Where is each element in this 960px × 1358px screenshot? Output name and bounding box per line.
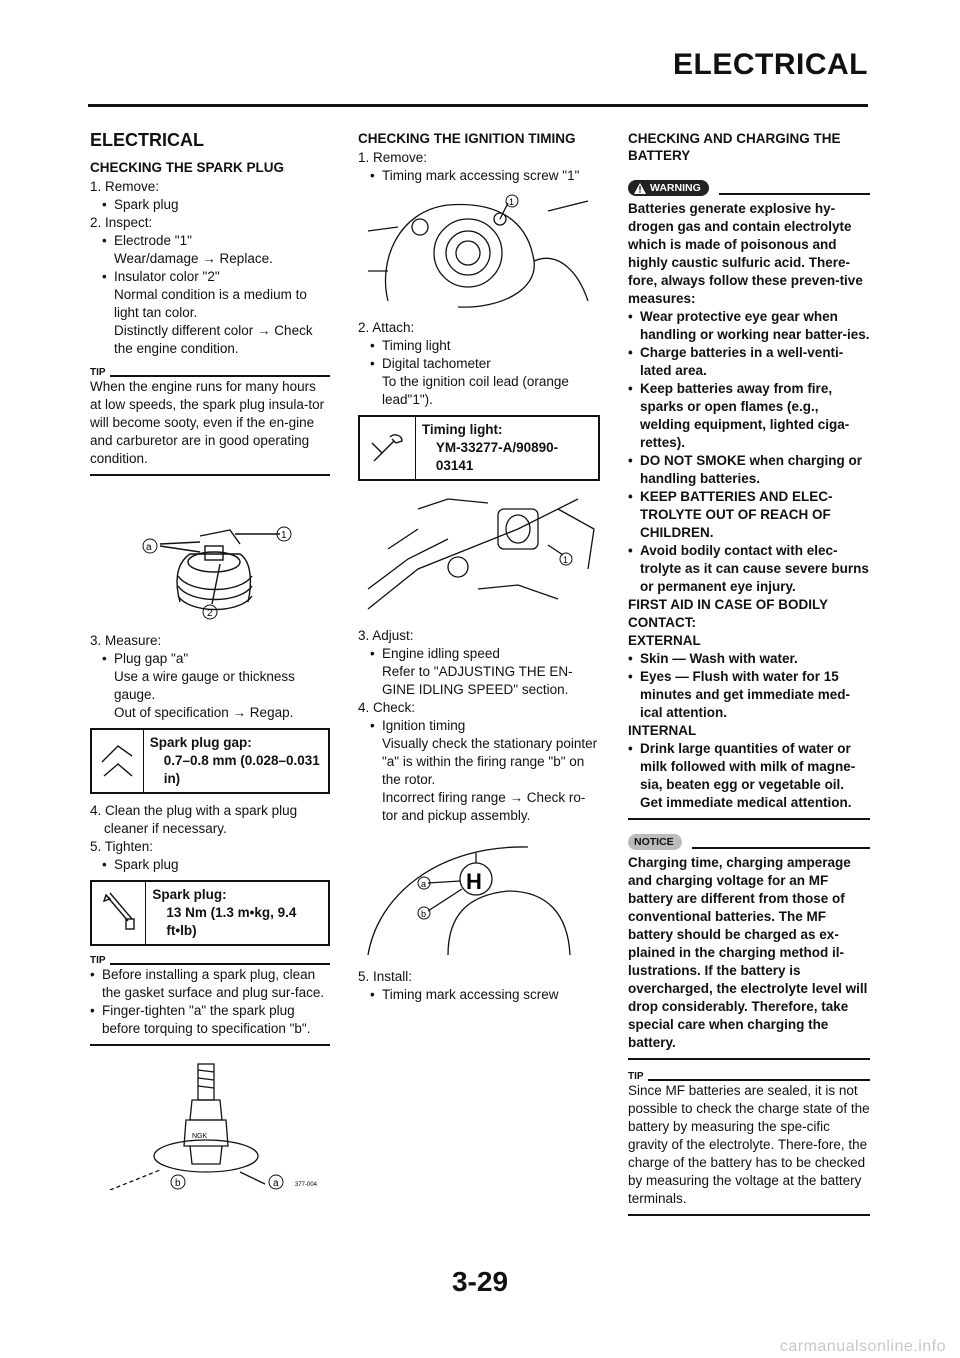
list-item: • Timing light [370,338,451,353]
list-item: • Drink large quantities of water or milk followed with milk of magne-sia, beaten egg or vegetable oil. Get immediate medical attention. [628,741,856,810]
list-item-detail: Normal condition is a medium to light tan color. [114,287,307,320]
list-item: • Electrode "1" [102,233,192,248]
subheading-spark-plug: CHECKING THE SPARK PLUG [90,160,285,175]
step-adjust: 3. Adjust: [358,628,414,643]
ignition-coil-figure [358,489,598,619]
svg-text:a: a [146,542,152,553]
internal-heading: INTERNAL [628,723,697,738]
svg-text:1: 1 [563,555,569,565]
timing-mark-figure [358,835,598,960]
tip-end-rule [90,1044,330,1046]
spark-plug-torque-figure [90,1060,330,1190]
list-item-detail: Refer to "ADJUSTING THE EN-GINE IDLING SPEED" section. [382,664,573,697]
svg-text:2: 2 [207,608,213,619]
svg-text:b: b [421,909,427,919]
first-aid-heading: FIRST AID IN CASE OF BODILY CONTACT: [628,597,828,630]
spec-box-plug-gap [90,728,330,794]
step-check: 4. Check: [358,700,416,715]
list-item: • Ignition timing [370,718,466,733]
wrench-tool-icon [360,417,416,479]
list-item: • Finger-tighten "a" the spark plug before torquing to specification "b". [90,1003,311,1036]
list-item-detail: Use a wire gauge or thickness gauge. [114,669,295,702]
spec-box-timing-light [358,415,600,481]
warning-header [628,180,870,196]
list-item: • Spark plug [102,197,179,212]
svg-text:377-004: 377-004 [295,1182,318,1188]
timing-cover-figure [358,191,598,311]
spec-value: YM-33277-A/90890-03141 [435,440,559,473]
column-spark-plug [90,130,330,1198]
list-item: • Plug gap "a" [102,651,189,666]
warning-triangle-icon [634,183,646,194]
list-item-detail: Wear/damage → Replace. [114,251,273,266]
list-item-detail: Out of specification → Regap. [114,705,294,720]
step-measure: 3. Measure: [90,633,162,648]
spec-value: 0.7–0.8 mm (0.028–0.031 in) [163,753,320,786]
svg-text:H: H [466,869,482,894]
external-heading: EXTERNAL [628,633,701,648]
list-item: • Charge batteries in a well-venti-lated area. [628,345,844,378]
tip-header: TIP [90,956,330,966]
footer-watermark: carmanualsonline.info [779,1338,946,1355]
tip-header: TIP [628,1072,870,1082]
subheading-battery: CHECKING AND CHARGING THE BATTERY [628,131,841,163]
tip-text: Since MF batteries are sealed, it is not possible to check the charge state of the battery by measuring the spe-cific gravity of the electrolyte. There-fore, the charge of the battery has to be checked by measuring the voltage at the battery terminals. [628,1083,870,1206]
spec-title: Spark plug: [152,887,227,902]
tip-text: When the engine runs for many hours at low speeds, the spark plug insula-tor will become sooty, even if the en-gine and carburetor are in good operating condition. [90,379,325,466]
notice-end-rule [628,1058,870,1060]
list-item-detail: Incorrect firing range → Check ro-tor and pickup assembly. [382,790,586,823]
step-attach: 2. Attach: [358,320,415,335]
warning-end-rule [628,818,870,820]
svg-text:a: a [421,879,427,889]
column-ignition-timing [358,130,600,1004]
step-clean: 4. Clean the plug with a spark plug cleaner if necessary. [90,803,298,836]
column-battery [628,130,870,1216]
svg-text:1: 1 [509,197,515,207]
subheading-ignition-timing: CHECKING THE IGNITION TIMING [358,131,576,146]
list-item: • Spark plug [102,857,179,872]
header-rule [88,104,868,107]
spec-value: 13 Nm (1.3 m•kg, 9.4 ft•lb) [166,905,297,938]
torque-wrench-icon [92,882,146,944]
svg-text:b: b [175,1178,181,1189]
list-item-detail: To the ignition coil lead (orange lead"1"). [382,374,569,407]
svg-text:NGK: NGK [192,1133,208,1140]
list-item: • KEEP BATTERIES AND ELEC-TROLYTE OUT OF REACH OF CHILDREN. [628,489,833,540]
list-item: • Engine idling speed [370,646,500,661]
step-install: 5. Install: [358,969,413,984]
list-item: • Wear protective eye gear when handling or working near batter-ies. [628,309,870,342]
step-remove: 1. Remove: [90,179,160,194]
section-heading: ELECTRICAL [90,130,204,150]
spec-box-spark-plug-torque [90,880,330,946]
feeler-gauge-icon [92,730,144,792]
list-item: • Timing mark accessing screw "1" [370,168,580,183]
list-item-detail: Visually check the stationary pointer "a" is within the firing range "b" on the rotor. [382,736,598,787]
list-item: • Insulator color "2" [102,269,220,284]
notice-text: Charging time, charging amperage and charging voltage for an MF battery are different from those of conventional batteries. The MF battery should be charged as ex-plained in the charging method il-lustrations. If the battery is overcharged, the electrolyte level will drop considerably. Therefore, take special care when charging the battery. [628,855,868,1050]
list-item: • Avoid bodily contact with elec-trolyte as it can cause severe burns or permanent eye injury. [628,543,869,594]
step-remove: 1. Remove: [358,150,428,165]
list-item-detail: Distinctly different color → Check the engine condition. [114,323,313,356]
list-item: • Eyes — Flush with water for 15 minutes and get immediate med-ical attention. [628,669,851,720]
tip-end-rule [90,474,330,476]
notice-badge: NOTICE [628,834,682,850]
tip-header: TIP [90,368,330,378]
list-item: • Keep batteries away from fire, sparks or open flames (e.g., welding equipment, lighted ciga-rettes). [628,381,850,450]
list-item: • Digital tachometer [370,356,491,371]
warning-badge: WARNING [628,180,709,196]
page-number: 3-29 [451,1266,509,1297]
page-header-title: ELECTRICAL [673,48,868,81]
spec-title: Spark plug gap: [149,735,252,750]
tip-end-rule [628,1214,870,1216]
list-item: • Skin — Wash with water. [628,651,798,666]
spark-plug-electrode-figure [90,504,330,624]
list-item: • Before installing a spark plug, clean the gasket surface and plug sur-face. [90,967,325,1000]
step-inspect: 2. Inspect: [90,215,153,230]
list-item: • DO NOT SMOKE when charging or handling batteries. [628,453,863,486]
list-item: • Timing mark accessing screw [370,987,559,1002]
step-tighten: 5. Tighten: [90,839,154,854]
warning-intro: Batteries generate explosive hy-drogen gas and contain electrolyte which is made of poisonous and highly caustic sulfuric acid. There-fore, always follow these preven-tive measures: [628,201,863,306]
notice-header [628,834,870,850]
spec-title: Timing light: [421,422,503,437]
svg-text:1: 1 [281,530,287,541]
svg-text:a: a [273,1178,279,1189]
